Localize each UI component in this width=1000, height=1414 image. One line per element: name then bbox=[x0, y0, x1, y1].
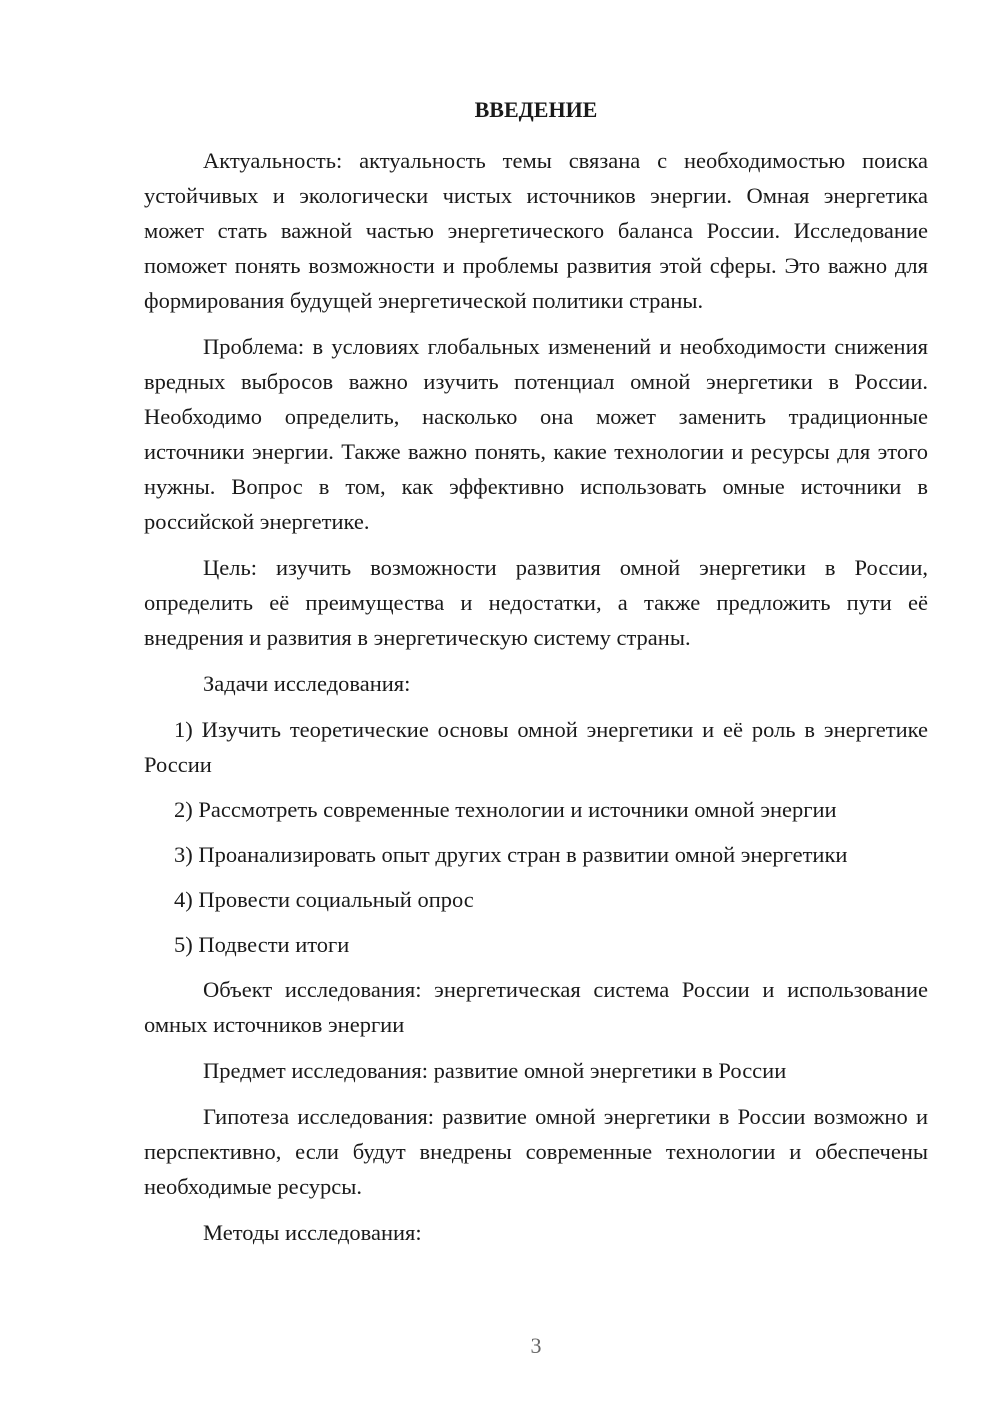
methods-heading: Методы исследования: bbox=[203, 1220, 422, 1245]
task-item-4: 4) Провести социальный опрос bbox=[174, 887, 474, 912]
goal-paragraph: Цель: изучить возможности развития омной энергетики в России, определить её преимущества и недостатки, а также предложить пути её внедрения и развития в энергетическую систему страны. bbox=[144, 555, 928, 650]
subject-paragraph: Предмет исследования: развитие омной энергетики в России bbox=[203, 1058, 787, 1083]
object-paragraph: Объект исследования: энергетическая система России и использование омных источников энергии bbox=[144, 977, 928, 1037]
page-number: 3 bbox=[530, 1333, 542, 1358]
task-item-2: 2) Рассмотреть современные технологии и источники омной энергии bbox=[174, 797, 837, 822]
hypothesis-paragraph: Гипотеза исследования: развитие омной энергетики в России возможно и перспективно, если будут внедрены современные технологии и обеспечены необходимые ресурсы. bbox=[144, 1104, 928, 1199]
task-item-5: 5) Подвести итоги bbox=[174, 932, 350, 957]
task-item-1: 1) Изучить теоретические основы омной энергетики и её роль в энергетике России bbox=[144, 717, 928, 777]
section-title: ВВЕДЕНИЕ bbox=[474, 97, 598, 122]
problem-paragraph: Проблема: в условиях глобальных изменений и необходимости снижения вредных выбросов важно изучить потенциал омной энергетики в России. Необходимо определить, насколько она может заменить традиционные источники энергии. Также важно понять, какие технологии и ресурсы для этого нужны. Вопрос в том, как эффективно использовать омные источники в российской энергетике. bbox=[144, 334, 928, 534]
page-content bbox=[144, 92, 928, 1261]
tasks-heading: Задачи исследования: bbox=[203, 671, 411, 696]
relevance-paragraph: Актуальность: актуальность темы связана с необходимостью поиска устойчивых и экологически чистых источников энергии. Омная энергетика может стать важной частью энергетического баланса России. Исследование поможет понять возможности и проблемы развития этой сферы. Это важно для формирования будущей энергетической политики страны. bbox=[144, 148, 928, 313]
task-item-3: 3) Проанализировать опыт других стран в развитии омной энергетики bbox=[174, 842, 848, 867]
